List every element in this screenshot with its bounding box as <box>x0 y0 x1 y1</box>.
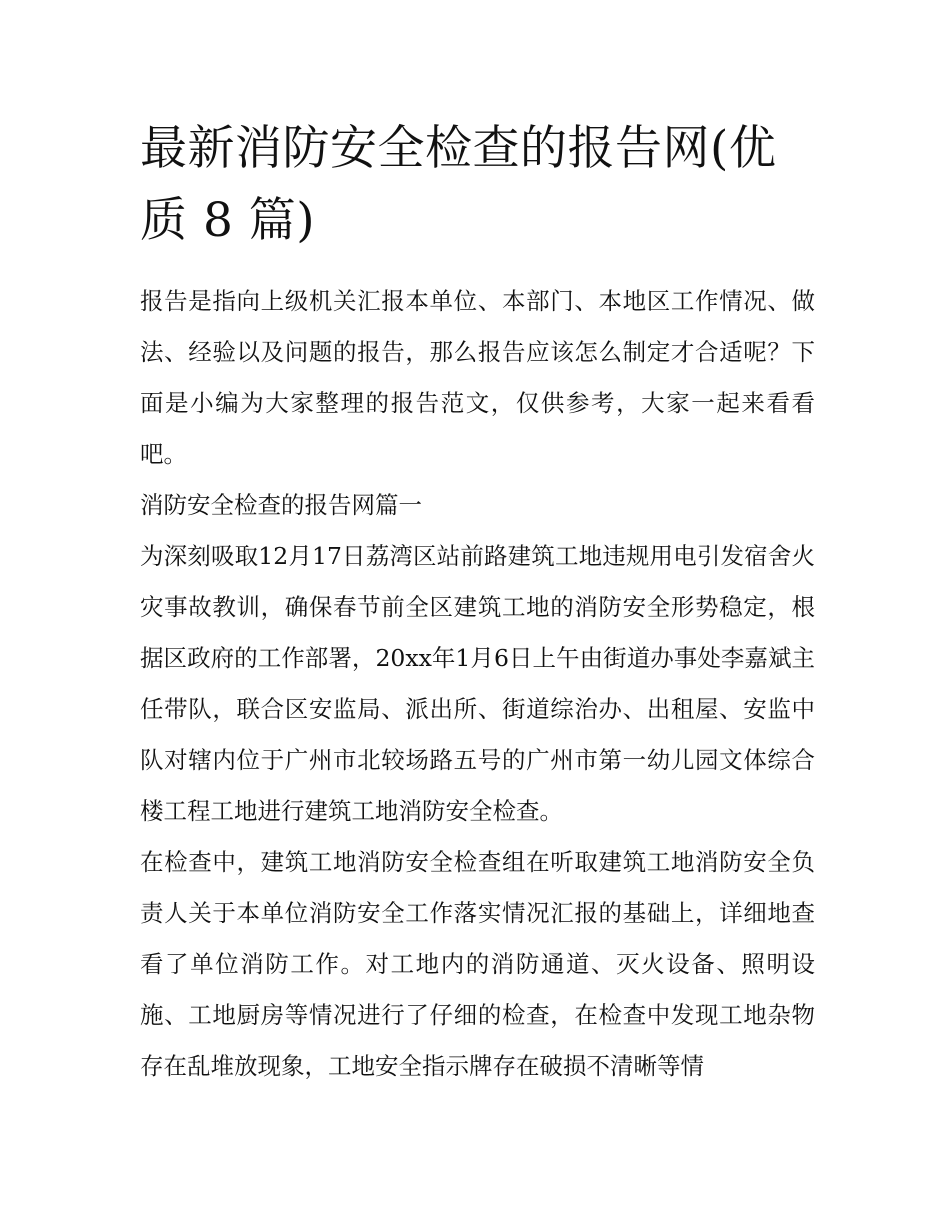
body-paragraph-2: 在检查中，建筑工地消防安全检查组在听取建筑工地消防安全负责人关于本单位消防安全工作落实情况汇报的基础上，详细地查看了单位消防工作。对工地内的消防通道、灭火设备、照明设施、工地厨房等情况进行了仔细的检查，在检查中发现工地杂物存在乱堆放现象，工地安全指示牌存在破损不清晰等情 <box>140 848 815 1080</box>
intro-paragraph: 报告是指向上级机关汇报本单位、本部门、本地区工作情况、做法、经验以及问题的报告，那么报告应该怎么制定才合适呢？下面是小编为大家整理的报告范文，仅供参考，大家一起来看看吧。 <box>140 287 815 468</box>
document-title <box>140 113 830 257</box>
title-line-1: 最新消防安全检查的报告网(优 <box>140 121 777 176</box>
body-paragraph-1: 为深刻吸取12月17日荔湾区站前路建筑工地违规用电引发宿舍火灾事故教训，确保春节前全区建筑工地的消防安全形势稳定，根据区政府的工作部署，20xx年1月6日上午由街道办事处李嘉斌主任带队，联合区安监局、派出所、街道综治办、出租屋、安监中队对辖内位于广州市北较场路五号的广州市第一幼儿园文体综合楼工程工地进行建筑工地消防安全检查。 <box>140 542 815 825</box>
section-heading: 消防安全检查的报告网篇一 <box>140 491 422 519</box>
document-body <box>140 276 815 1092</box>
title-line-2: 质 8 篇) <box>140 193 316 248</box>
